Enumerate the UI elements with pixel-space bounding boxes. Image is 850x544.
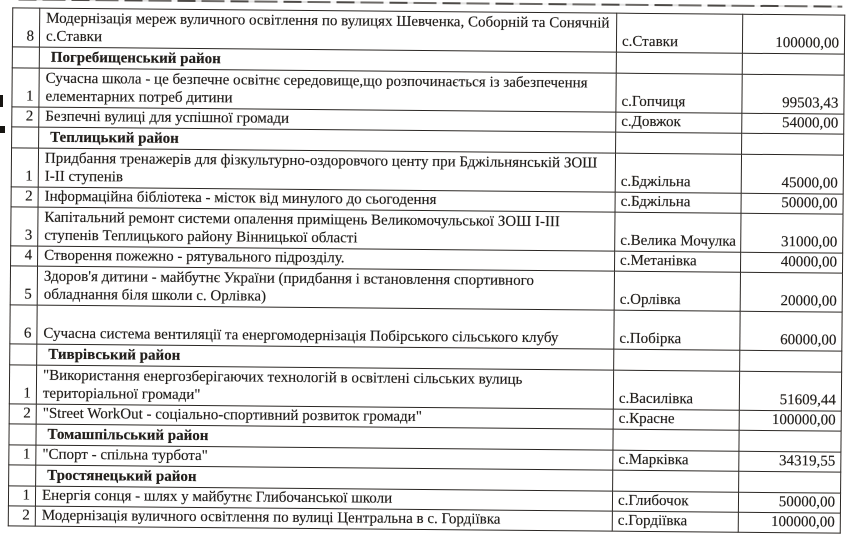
row-number-cell: 1 (9, 445, 36, 465)
project-description-cell: Сучасна школа - це безпечне освітнє середовище,що розпочинається із забезпечення елементарних потреб дитини (39, 68, 616, 112)
amount-cell: 100000,00 (738, 512, 840, 533)
row-number-cell (10, 344, 37, 365)
row-number-cell: 2 (8, 506, 35, 526)
row-number-cell: 2 (11, 187, 38, 207)
amount-cell: 31000,00 (741, 213, 843, 253)
project-description-cell: "Використання енергозберігаючих технологій в освітлені сільських вулиць територіальної громади" (36, 365, 613, 409)
village-cell: с.Велика Мочулка (615, 212, 741, 252)
village-cell (616, 132, 742, 154)
village-cell: с.Марківка (613, 450, 739, 471)
village-cell (614, 349, 740, 371)
amount-cell (742, 133, 844, 155)
project-description-cell: Створення пожежно - рятувального підрозділу. (38, 246, 615, 271)
row-number-cell: 2 (9, 404, 36, 424)
project-description-cell: Капітальний ремонт системи опалення приміщень Великомочульської ЗОШ І-ІІІ ступенів Теплицького району Вінницької області (38, 207, 615, 251)
amount-cell: 60000,00 (740, 311, 842, 351)
amount-cell (739, 471, 841, 493)
project-description-cell: Здоров'я дитини - майбутнє України (придбання і встановлення спортивного обладнання біля школи с. Орлівка) (37, 266, 614, 310)
row-number-cell: 6 (10, 305, 37, 344)
previous-row-partial-border (18, 0, 842, 8)
row-number-cell: 1 (12, 68, 39, 107)
amount-cell: 99503,43 (742, 74, 844, 114)
village-cell (613, 470, 739, 492)
amount-cell: 100000,00 (742, 14, 844, 54)
village-cell: с.Довжок (616, 112, 742, 133)
projects-table-body (8, 8, 844, 533)
row-number-cell (9, 465, 36, 486)
village-cell: с.Гордіївка (612, 511, 738, 532)
row-number-cell: 2 (12, 107, 39, 127)
amount-cell: 20000,00 (740, 272, 842, 312)
village-cell: с.Ставки (616, 13, 742, 53)
amount-cell: 50000,00 (741, 193, 843, 214)
district-name: Тиврівський район (37, 344, 614, 370)
village-cell (616, 52, 742, 74)
project-description-cell: Модернізація вуличного освітлення по вулиці Центральна в с. Гордіївка (35, 506, 612, 531)
amount-cell: 100000,00 (739, 410, 841, 431)
row-number-cell (12, 127, 39, 148)
project-description-cell: Інформаційна бібліотека - місток від минулого до сьогодення (38, 187, 615, 212)
amount-cell: 45000,00 (741, 154, 843, 194)
row-number-cell: 1 (9, 365, 36, 404)
row-number-cell: 5 (10, 266, 37, 305)
amount-cell: 34319,55 (739, 451, 841, 472)
row-number-cell: 1 (8, 486, 35, 506)
project-description-cell: Модернізація мереж вуличного освітлення по вулицях Шевченка, Соборній та Сонячній с.Ставки (39, 8, 616, 52)
amount-cell (742, 53, 844, 75)
projects-table (8, 7, 845, 533)
village-cell: с.Метанівка (614, 251, 740, 272)
amount-cell: 54000,00 (742, 113, 844, 134)
row-number-cell: 1 (11, 148, 38, 187)
amount-cell (740, 350, 842, 372)
project-description-cell: Придбання тренажерів для фізкультурно-оздоровчого центу при Бджільнянській ЗОШ І-ІІ ступенів (38, 148, 615, 192)
project-description-cell: "Спорт - спільна турбота" (36, 445, 613, 470)
amount-cell: 40000,00 (740, 252, 842, 273)
district-name: Теплицький район (39, 127, 616, 153)
row-number-cell: 4 (11, 246, 38, 266)
village-cell: с.Бджільна (615, 153, 741, 193)
project-description-cell: "Street WorkOut - соціально-спортивний розвиток громади" (36, 404, 613, 429)
village-cell: с.Побірка (614, 310, 740, 350)
project-description-cell: Безпечні вулиці для успішної громади (39, 107, 616, 132)
row-number-cell: 8 (12, 8, 39, 47)
row-number-cell: 3 (11, 207, 38, 246)
row-number-cell (12, 47, 39, 68)
project-description-cell: Сучасна система вентиляції та енергомодернізація Побірського сільського клубу (37, 305, 614, 349)
row-number-cell (9, 424, 36, 445)
amount-cell (739, 430, 841, 452)
village-cell (613, 429, 739, 451)
amount-cell: 51609,44 (739, 371, 841, 411)
village-cell: с.Василівка (613, 370, 739, 410)
district-name: Погребищенський район (39, 47, 616, 73)
village-cell: с.Гопчиця (616, 73, 742, 113)
amount-cell: 50000,00 (738, 492, 840, 513)
village-cell: с.Бджільна (615, 192, 741, 213)
village-cell: с.Глибочок (612, 491, 738, 512)
village-cell: с.Орлівка (614, 271, 740, 311)
district-name: Томашпільський район (36, 424, 613, 450)
district-name: Тростянецький район (36, 465, 613, 491)
project-description-cell: Енергія сонця - шлях у майбутнє Глибочанської школи (35, 486, 612, 511)
village-cell: с.Красне (613, 409, 739, 430)
